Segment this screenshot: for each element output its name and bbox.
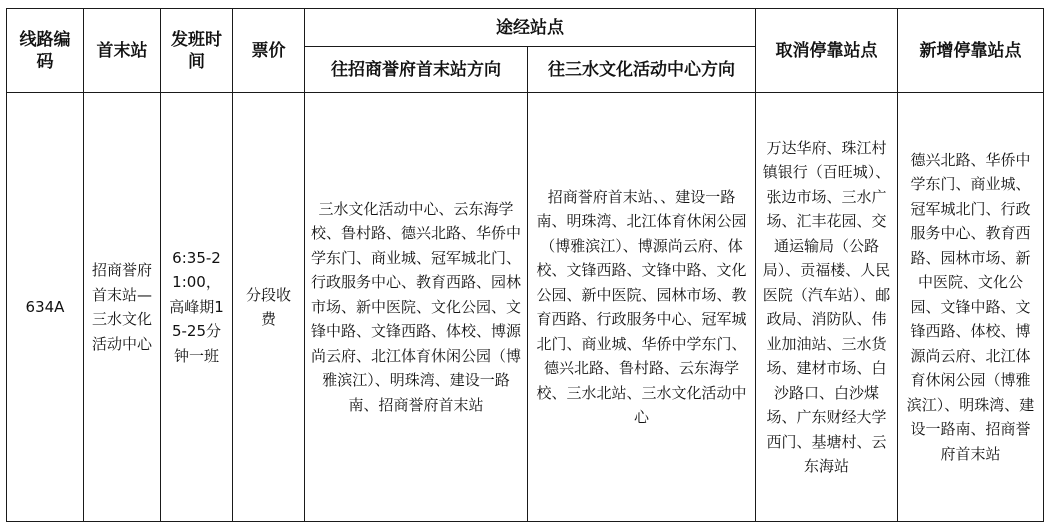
header-cancelled-stops: 取消停靠站点	[756, 9, 898, 93]
cell-stations-to-zhaoshang: 三水文化活动中心、云东海学校、鲁村路、德兴北路、华侨中学东门、商业城、冠军城北门、行政服务中心、教育西路、园林市场、新中医院、文化公园、文锋中路、文锋西路、体校、博源尚云府、北江体育休闲公园（博雅滨江）、明珠湾、建设一路南、招商誉府首末站	[305, 93, 528, 522]
cell-cancelled-stops: 万达华府、珠江村镇银行（百旺城）、张边市场、三水广场、汇丰花园、交通运输局（公路局）、贡福楼、人民医院（汽车站）、邮政局、消防队、伟业加油站、三水货场、建材市场、白沙路口、白沙煤场、广东财经大学西门、基塘村、云东海站	[756, 93, 898, 522]
header-via-stations: 途经站点	[305, 9, 756, 47]
header-direction-sanshui: 往三水文化活动中心方向	[528, 47, 756, 93]
header-route-code: 线路编码	[7, 9, 84, 93]
cell-departure-time: 6:35-21:00，高峰期15-25分钟一班	[161, 93, 233, 522]
cell-fare: 分段收费	[233, 93, 305, 522]
cell-added-stops: 德兴北路、华侨中学东门、商业城、冠军城北门、行政服务中心、教育西路、园林市场、新中医院、文化公园、文锋中路、文锋西路、体校、博源尚云府、北江体育休闲公园（博雅滨江）、明珠湾、建设一路南、招商誉府首末站	[898, 93, 1044, 522]
header-fare: 票价	[233, 9, 305, 93]
header-direction-zhaoshang: 往招商誉府首末站方向	[305, 47, 528, 93]
header-departure-time: 发班时间	[161, 9, 233, 93]
header-added-stops: 新增停靠站点	[898, 9, 1044, 93]
route-change-table	[6, 8, 1044, 522]
cell-route-code: 634A	[7, 93, 84, 522]
cell-stations-to-sanshui: 招商誉府首末站、、建设一路南、明珠湾、北江体育休闲公园（博雅滨江）、博源尚云府、体校、文锋西路、文锋中路、文化公园、新中医院、园林市场、教育西路、行政服务中心、冠军城北门、商业城、华侨中学东门、德兴北路、鲁村路、云东海学校、三水北站、三水文化活动中心	[528, 93, 756, 522]
header-terminal: 首末站	[84, 9, 161, 93]
header-row-1	[7, 9, 1044, 47]
cell-terminal: 招商誉府首末站—三水文化活动中心	[84, 93, 161, 522]
table-row	[7, 93, 1044, 522]
